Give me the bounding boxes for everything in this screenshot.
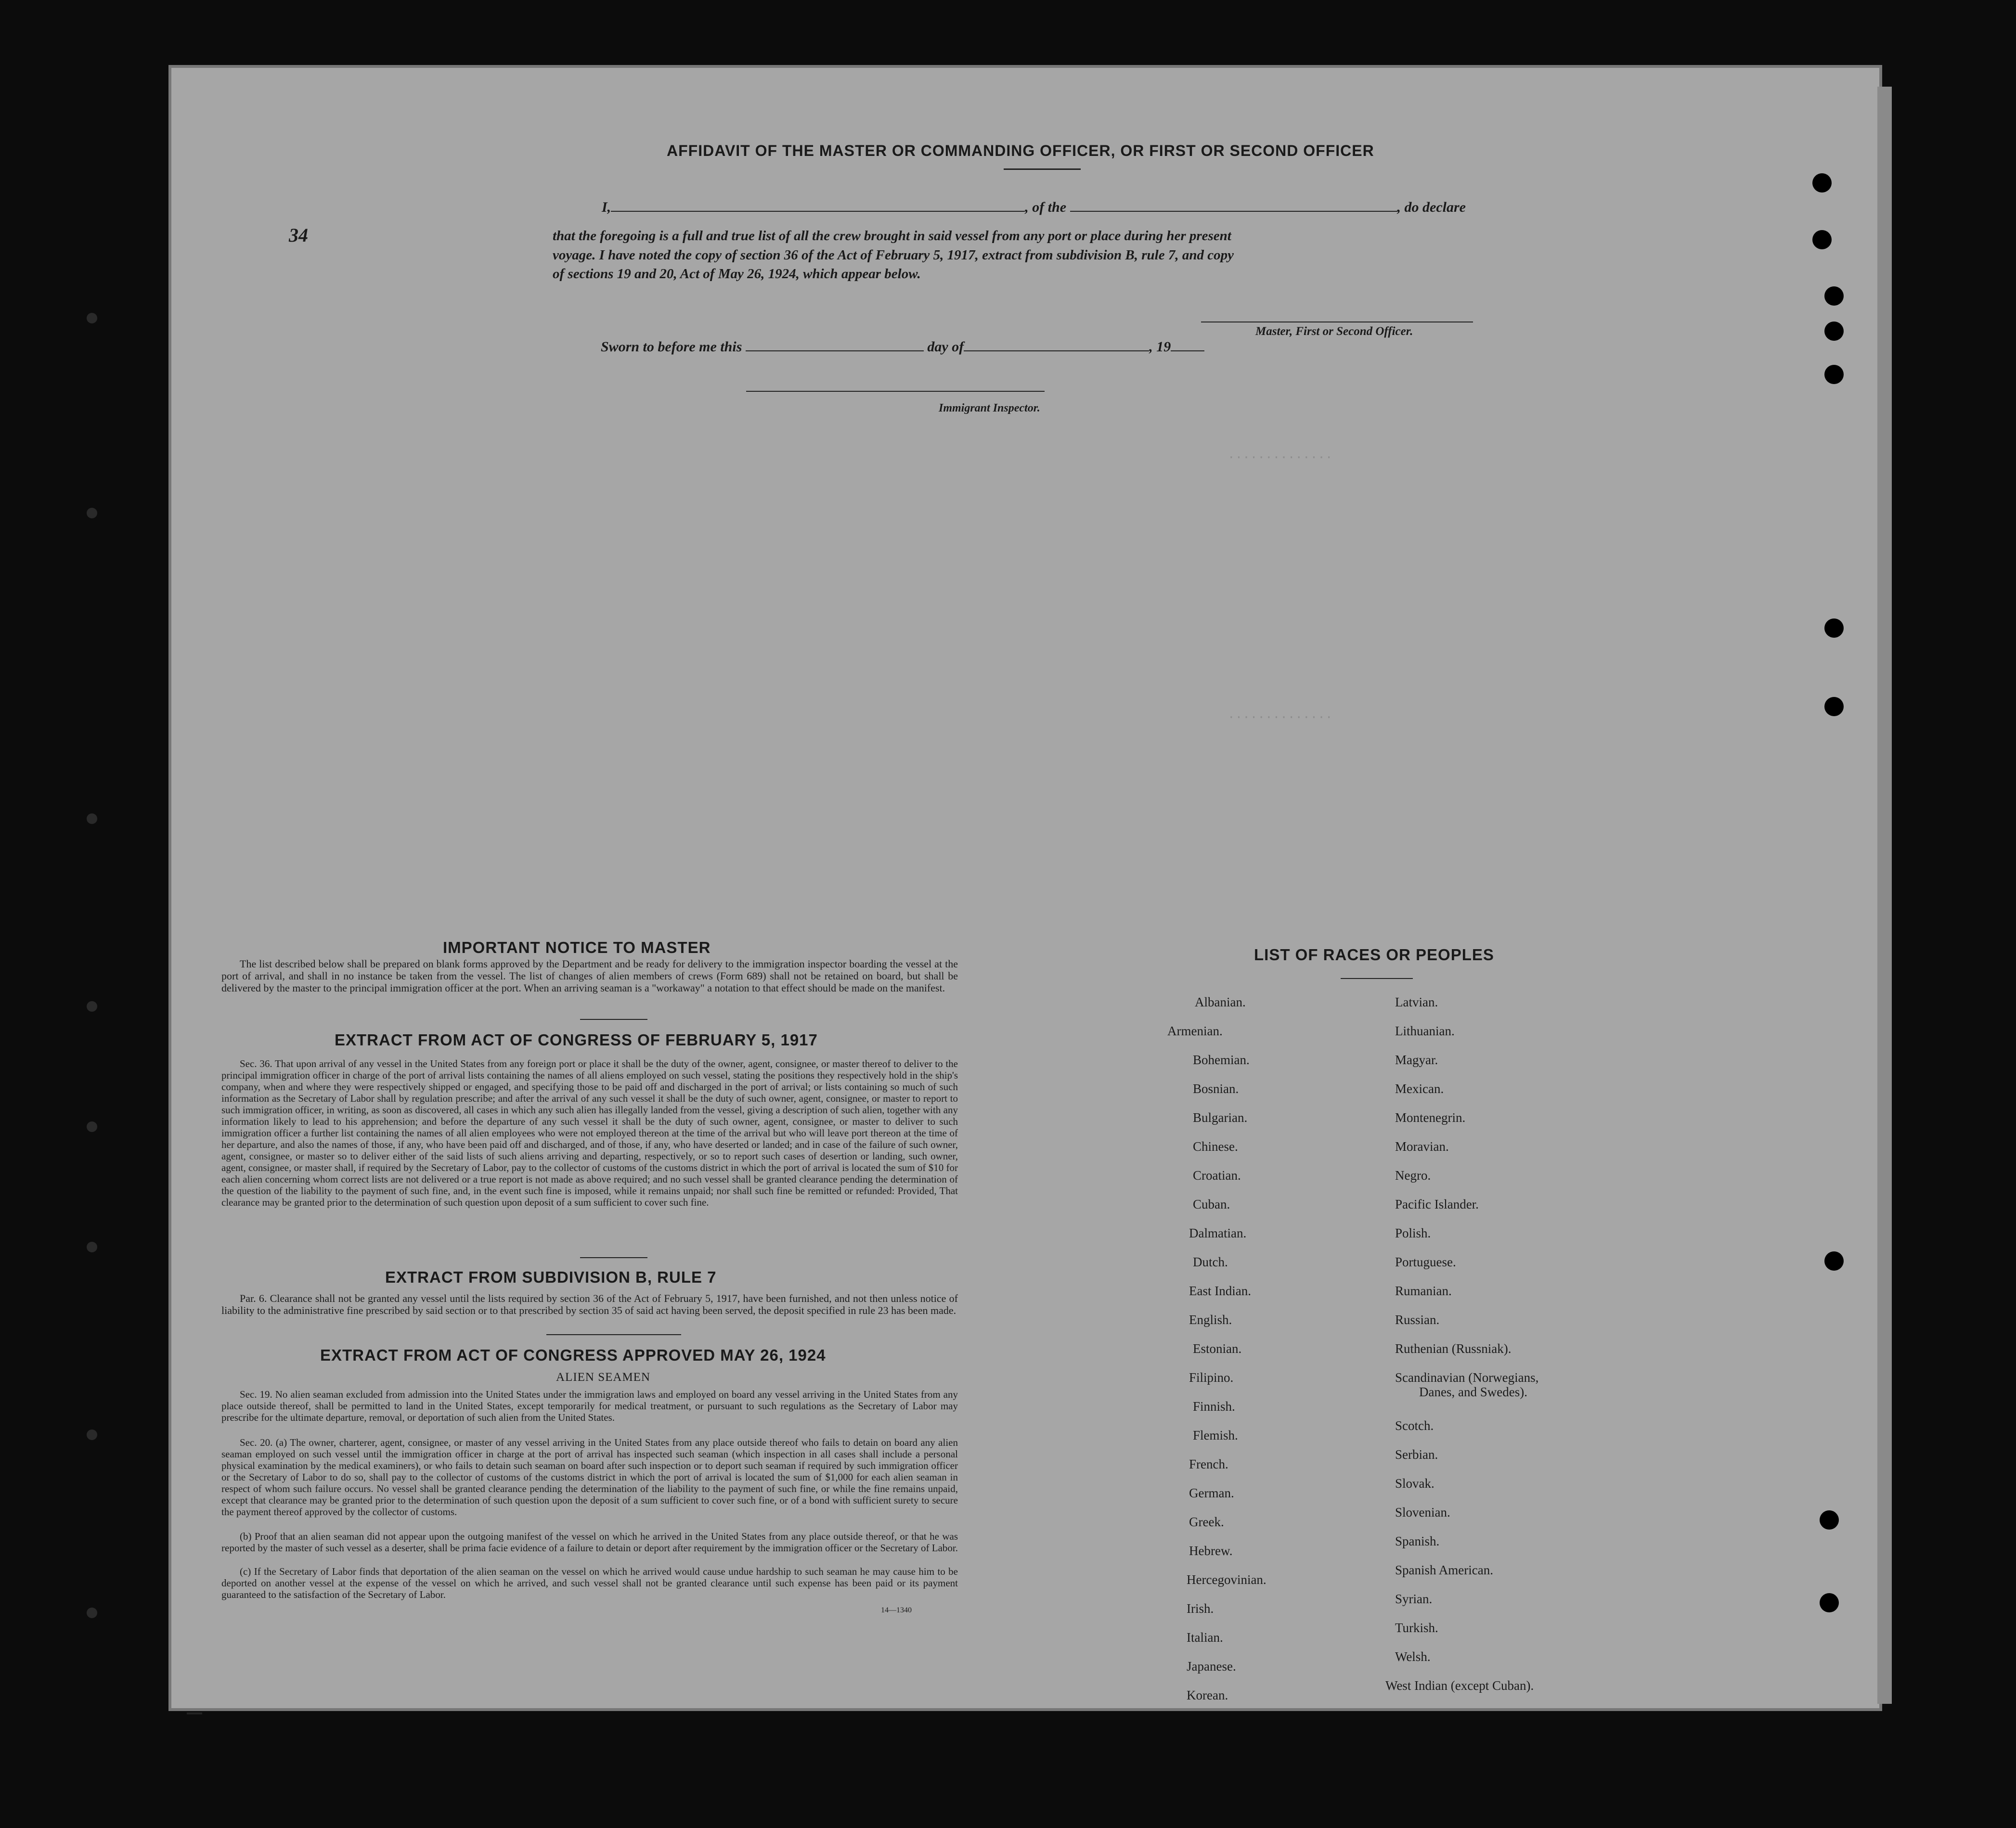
- race-item: Croatian.: [1193, 1168, 1241, 1183]
- race-item: Moravian.: [1395, 1139, 1449, 1154]
- race-item: Mexican.: [1395, 1081, 1444, 1096]
- sworn-month-blank[interactable]: [964, 338, 1149, 351]
- race-item: Hercegovinian.: [1187, 1572, 1266, 1587]
- races-rule: [1341, 978, 1413, 979]
- signature-label: Master, First or Second Officer.: [1255, 325, 1413, 338]
- race-item: Chinese.: [1193, 1139, 1238, 1154]
- sworn-year-blank[interactable]: [1171, 338, 1204, 351]
- extract-1917-title: EXTRACT FROM ACT OF CONGRESS OF FEBRUARY 5, 1917: [335, 1031, 818, 1049]
- punch-hole: [1820, 1510, 1839, 1530]
- sec20c-text: (c) If the Secretary of Labor finds that deportation of the alien seaman on the vessel on which he arrived would cause undue hardship to such seaman he may cause him to be deported on another vessel at the expense of the vessel on which he arrived, and such vessel shall not be granted clearance until such expense has been paid or its payment guaranteed to the satisfaction of the Secretary of Labor.: [221, 1566, 958, 1600]
- races-title: LIST OF RACES OR PEOPLES: [1254, 946, 1494, 964]
- sworn-day-blank[interactable]: [746, 338, 924, 351]
- race-item: Turkish.: [1395, 1621, 1438, 1635]
- sworn-line: [601, 338, 1204, 355]
- title-rule: [1004, 168, 1081, 170]
- race-item: Irish.: [1187, 1601, 1214, 1616]
- subdivision-b-rule: [546, 1334, 681, 1335]
- race-item: Spanish American.: [1395, 1563, 1493, 1577]
- race-item: Scandinavian (Norwegians,: [1395, 1370, 1539, 1385]
- punch-hole: [87, 1121, 97, 1132]
- race-item: Italian.: [1187, 1630, 1223, 1645]
- race-item: Russian.: [1395, 1313, 1440, 1327]
- form-number: 14—1340: [881, 1606, 912, 1614]
- race-item: Armenian.: [1167, 1024, 1223, 1038]
- race-item: Dalmatian.: [1189, 1226, 1247, 1240]
- race-item: Pacific Islander.: [1395, 1197, 1479, 1211]
- extract-1917-text: Sec. 36. That upon arrival of any vessel in the United States from any foreign port or place it shall be the duty of the owner, agent, consignee, or master thereof to deliver to the principal immigration officer in charge of the port of arrival lists containing the names of all aliens employed on such vessel, stating the positions they respectively hold in the ship's company, when and where they were respectively shipped or engaged, and specifying those to be paid off and discharged in the port of arrival; or lists containing so much of such information as the Secretary of Labor shall by regulation prescribe; and after the arrival of any such vessel it shall be the duty of such owner, agent, consignee, or master to report to such immigration officer, in writing, as soon as discovered, all cases in which any such alien has illegally landed from the vessel, giving a description of such alien, together with any information likely to lead to his apprehension; and before the departure of any such vessel it shall be the duty of such owner, agent, consignee, or master to deliver to such immigration officer a further list containing the names of all alien employees who were not employed thereon at the time of the arrival but who will leave port thereon at the time of her departure, and also the names of those, if any, who have been paid off and discharged, and of those, if any, who have deserted or landed; and in case of the failure of such owner, agent, consignee, or master so to deliver either of the said lists of such aliens arriving and departing, respectively, or so to report such cases of desertion or landing, such owner, agent, consignee, or master shall, if required by the Secretary of Labor, pay to the collector of customs of the customs district in which the port of arrival is located the sum of $10 for each alien concerning whom correct lists are not delivered or a true report is not made as above required; and no such vessel shall be granted clearance pending the determination of the question of the liability to the payment of such fine, and, in the event such fine is imposed, while it remains unpaid; nor shall such fine be remitted or refunded: Provided, That clearance may be granted prior to the determination of such question upon deposit of a sum sufficient to cover such fine.: [221, 1058, 958, 1208]
- punch-hole: [1812, 173, 1832, 193]
- sec20b-text: (b) Proof that an alien seaman did not appear upon the outgoing manifest of the vessel on which he arrived in the United States from any place outside thereof, or that he was reported by the master of such vessel as a deserter, shall be prima facie evidence of a failure to detain or deport after requirement by the immigration officer or the Secretary of Labor.: [221, 1531, 958, 1554]
- inspector-label: Immigrant Inspector.: [939, 402, 1040, 414]
- race-item: Slovenian.: [1395, 1505, 1450, 1519]
- race-item: Japanese.: [1187, 1659, 1236, 1674]
- bleed-through-text: ..............: [1228, 708, 1333, 722]
- punch-hole: [1812, 230, 1832, 249]
- race-item: Greek.: [1189, 1515, 1224, 1529]
- punch-hole: [1824, 1251, 1844, 1271]
- affidavit-body-2: voyage. I have noted the copy of section 36 of the Act of February 5, 1917, extract from subdivision B, rule 7, and copy: [553, 247, 1234, 263]
- race-item: Lithuanian.: [1395, 1024, 1455, 1038]
- race-item: German.: [1189, 1486, 1234, 1500]
- race-item: Hebrew.: [1189, 1544, 1233, 1558]
- punch-hole: [87, 1608, 97, 1618]
- race-item: Filipino.: [1189, 1370, 1234, 1385]
- inspector-rule: [746, 391, 1045, 392]
- race-item: Albanian.: [1195, 995, 1246, 1009]
- extract-1917-rule: [580, 1257, 647, 1258]
- subdivision-b-text: Par. 6. Clearance shall not be granted any vessel until the lists required by section 36 of the Act of February 5, 1917, have been furnished, and not then unless notice of liability to the administrative fine prescribed by said section or to that prescribed by section 35 of said act having been served, the deposit specified in rule 23 has been made.: [221, 1292, 958, 1316]
- race-item: Magyar.: [1395, 1053, 1438, 1067]
- race-item: Ruthenian (Russniak).: [1395, 1341, 1512, 1356]
- punch-hole: [87, 1429, 97, 1440]
- margin-mark: 34: [289, 224, 308, 246]
- of-label: , of the: [1025, 199, 1067, 215]
- race-item: Latvian.: [1395, 995, 1438, 1009]
- i-label: I,: [602, 199, 611, 215]
- race-item: Dutch.: [1193, 1255, 1228, 1269]
- punch-hole: [87, 508, 97, 518]
- bleed-through-text: ..............: [1228, 448, 1333, 462]
- race-item: Bohemian.: [1193, 1053, 1250, 1067]
- race-item: Spanish.: [1395, 1534, 1440, 1548]
- race-item: East Indian.: [1189, 1284, 1251, 1298]
- race-item: Cuban.: [1193, 1197, 1230, 1211]
- sec19-text: Sec. 19. No alien seaman excluded from admission into the United States under the immigration laws and employed on board any vessel arriving in the United States from any place outside thereof, shall be permitted to land in the United States, except temporarily for medical treatment, or pursuant to such regulations as the Secretary of Labor may prescribe for the ultimate departure, removal, or deportation of such alien from the United States.: [221, 1389, 958, 1423]
- corner-mark: [187, 1712, 202, 1714]
- punch-hole: [1824, 365, 1844, 384]
- declare-label: , do declare: [1397, 199, 1466, 215]
- page-edge-strip: [1877, 87, 1892, 1704]
- race-item: Polish.: [1395, 1226, 1431, 1240]
- race-item: Bulgarian.: [1193, 1110, 1248, 1125]
- sworn-label: Sworn to before me this: [601, 339, 742, 355]
- race-item: Slovak.: [1395, 1476, 1434, 1491]
- affidavit-body-1: that the foregoing is a full and true list of all the crew brought in said vessel from any port or place during her present: [553, 228, 1231, 244]
- race-item: West Indian (except Cuban).: [1385, 1678, 1534, 1693]
- race-item: Danes, and Swedes).: [1419, 1385, 1527, 1399]
- punch-hole: [87, 1001, 97, 1012]
- race-item: French.: [1189, 1457, 1228, 1471]
- punch-hole: [87, 813, 97, 824]
- year-label: , 19: [1149, 339, 1171, 355]
- affidavit-body-3: of sections 19 and 20, Act of May 26, 1924, which appear below.: [553, 266, 921, 282]
- name-blank[interactable]: [611, 198, 1025, 212]
- punch-hole: [1824, 618, 1844, 638]
- affidavit-title: AFFIDAVIT OF THE MASTER OR COMMANDING OFFICER, OR FIRST OR SECOND OFFICER: [667, 142, 1374, 159]
- race-item: Negro.: [1395, 1168, 1431, 1183]
- race-item: Welsh.: [1395, 1649, 1431, 1664]
- punch-hole: [1820, 1593, 1839, 1612]
- punch-hole: [87, 313, 97, 323]
- race-item: Montenegrin.: [1395, 1110, 1466, 1125]
- punch-hole: [1824, 286, 1844, 306]
- race-item: Finnish.: [1193, 1399, 1235, 1414]
- race-item: Syrian.: [1395, 1592, 1433, 1606]
- race-item: Bosnian.: [1193, 1081, 1239, 1096]
- day-of-label: day of: [927, 339, 964, 355]
- race-item: Rumanian.: [1395, 1284, 1452, 1298]
- race-item: Flemish.: [1193, 1428, 1238, 1442]
- subdivision-b-title: EXTRACT FROM SUBDIVISION B, RULE 7: [385, 1268, 717, 1286]
- race-item: Korean.: [1187, 1688, 1228, 1702]
- punch-hole: [1824, 697, 1844, 716]
- notice-rule: [580, 1019, 647, 1020]
- punch-hole: [87, 1242, 97, 1252]
- alien-seamen-subtitle: ALIEN SEAMEN: [556, 1371, 651, 1384]
- race-item: Estonian.: [1193, 1341, 1242, 1356]
- race-item: Serbian.: [1395, 1447, 1438, 1462]
- race-item: Portuguese.: [1395, 1255, 1456, 1269]
- notice-title: IMPORTANT NOTICE TO MASTER: [443, 939, 711, 956]
- notice-text: The list described below shall be prepared on blank forms approved by the Department and be ready for delivery to the immigration inspector boarding the vessel at the port of arrival, and shall in no instance be taken from the vessel. The list of changes of alien members of crews (Form 689) shall not be retained on board, but shall be delivered by the master to the principal immigration officer at the port. When an arriving seaman is a "workaway" a notation to that effect should be made on the manifest.: [221, 958, 958, 994]
- affidavit-first-line: [602, 198, 1466, 216]
- sec20a-text: Sec. 20. (a) The owner, charterer, agent, consignee, or master of any vessel arriving in the United States from any place outside thereof who fails to detain on board any alien seaman employed on such vessel until the immigration officer in charge at the port of arrival has inspected such seaman (which inspection in all cases shall include a personal physical examination by the medical examiners), or who fails to detain such seaman on board after such inspection or to deport such seaman if required by such immigration officer or the Secretary of Labor to do so, shall pay to the collector of customs of the customs district in which the port of arrival is located the sum of $1,000 for each alien seaman in respect of whom such failure occurs. No vessel shall be granted clearance pending the determination of the liability to the payment of such fine, or while the fine remains unpaid, except that clearance may be granted prior to the determination of such question upon the deposit of a sum sufficient to cover such fine, or of a bond with sufficient surety to secure the payment thereof approved by the collector of customs.: [221, 1437, 958, 1518]
- race-item: Scotch.: [1395, 1418, 1434, 1433]
- punch-hole: [1824, 322, 1844, 341]
- extract-1924-title: EXTRACT FROM ACT OF CONGRESS APPROVED MAY 26, 1924: [320, 1346, 826, 1364]
- race-item: English.: [1189, 1313, 1232, 1327]
- vessel-blank[interactable]: [1070, 198, 1397, 212]
